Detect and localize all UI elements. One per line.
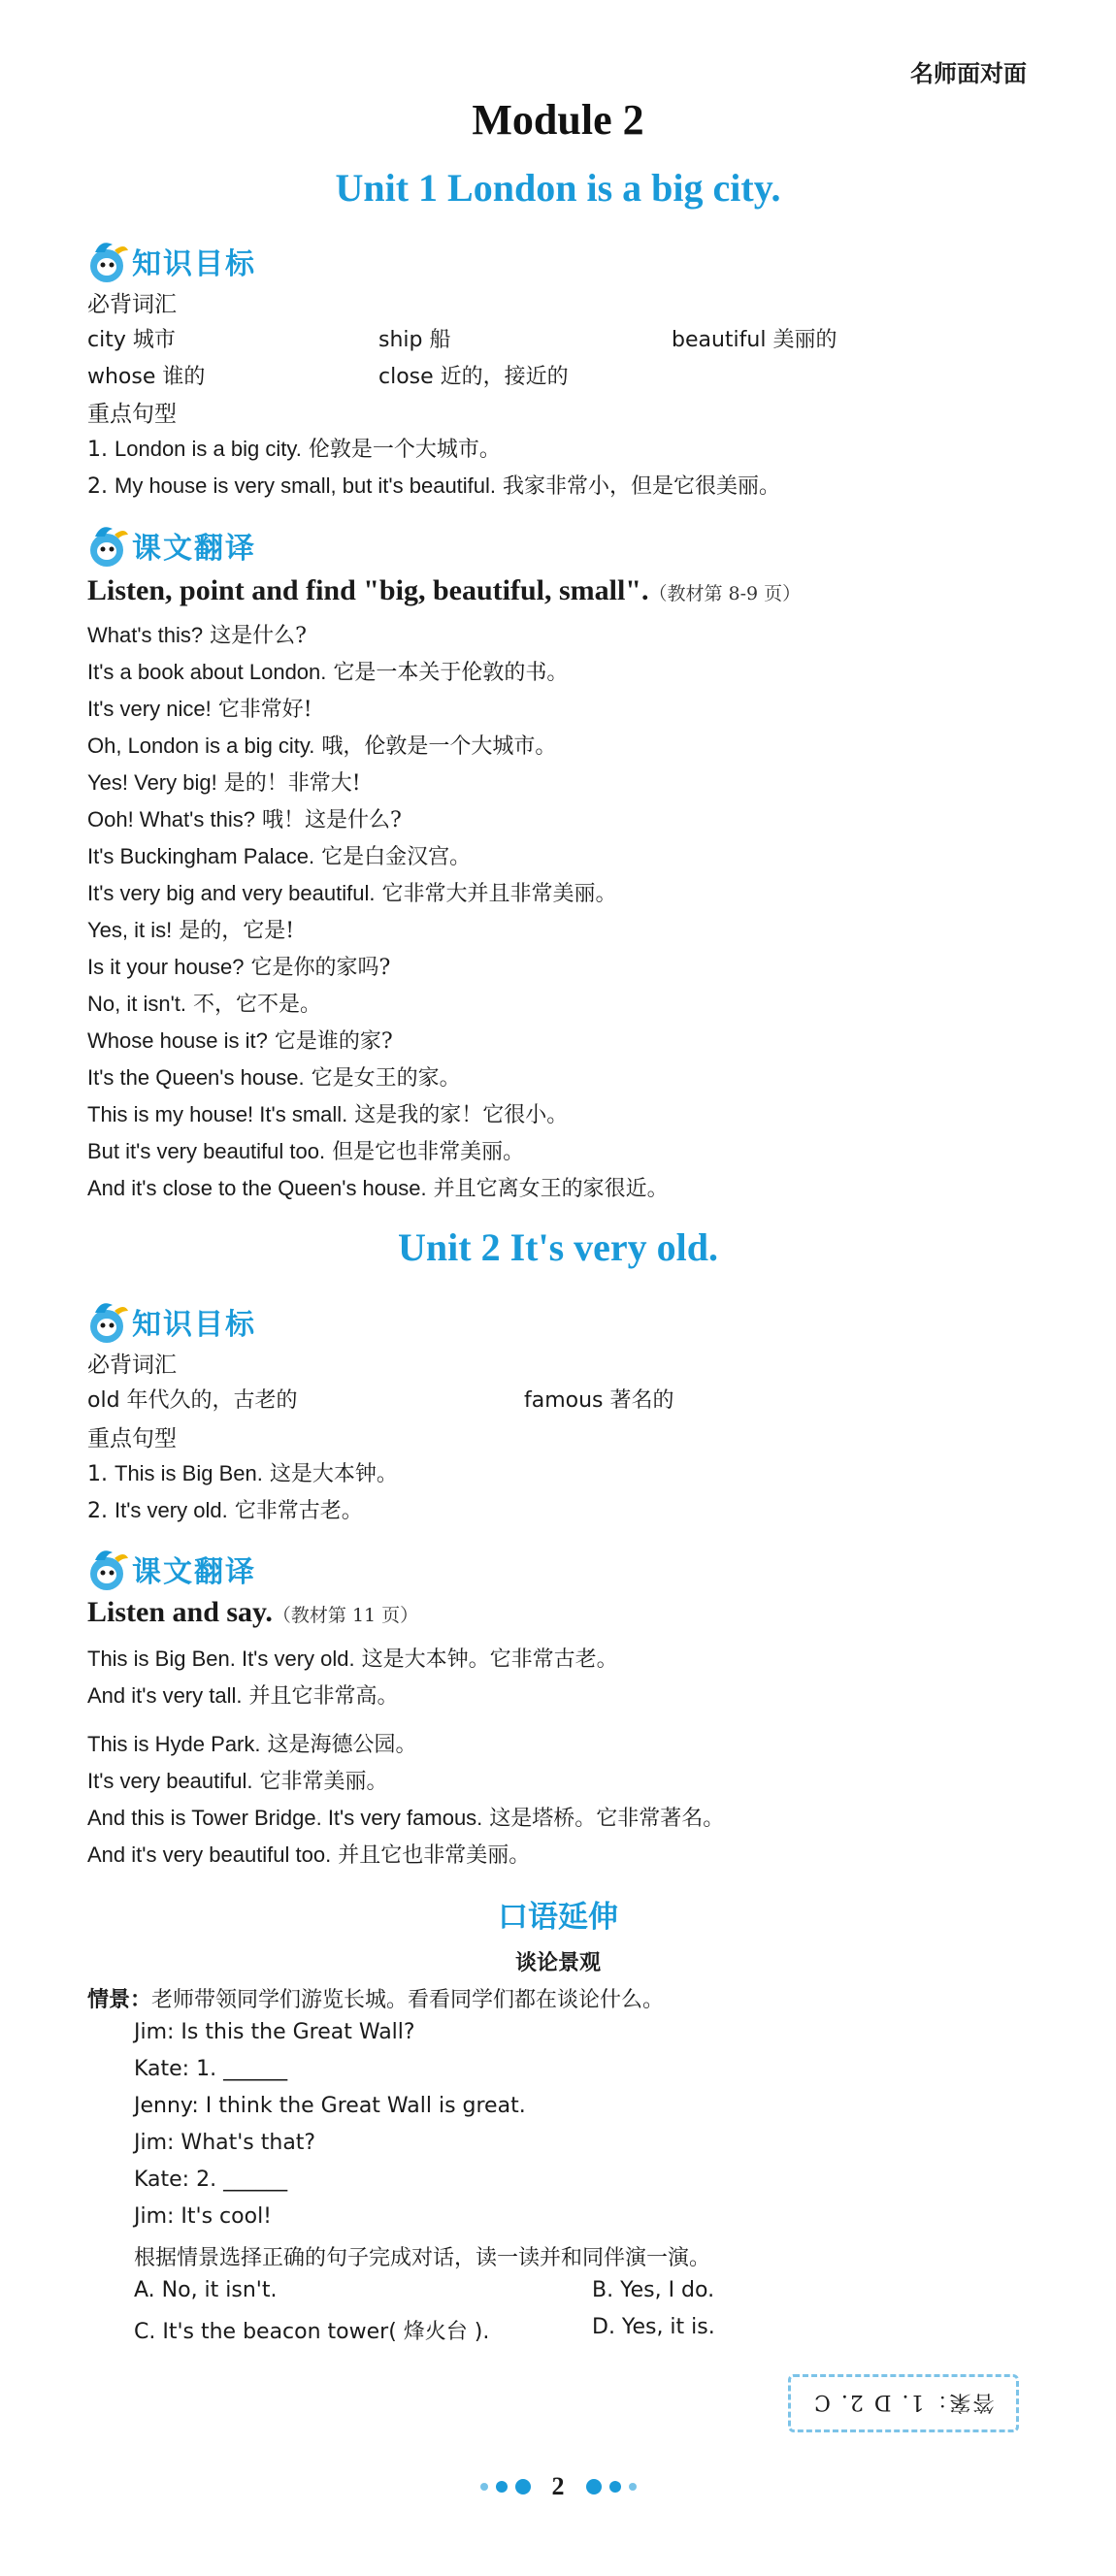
unit1-vocab-item: city 城市 bbox=[87, 328, 176, 352]
unit2-text-line: This is Hyde Park. 这是海德公园。 bbox=[87, 1732, 417, 1757]
dot-icon bbox=[496, 2481, 508, 2493]
unit1-text-line: Whose house is it? 它是谁的家? bbox=[87, 1028, 393, 1054]
mascot-icon bbox=[85, 521, 130, 570]
unit1-sentence-label: 重点句型 bbox=[87, 402, 177, 427]
unit1-text-line: It's the Queen's house. 它是女王的家。 bbox=[87, 1065, 461, 1091]
unit2-text-line: It's very beautiful. 它非常美丽。 bbox=[87, 1769, 388, 1794]
unit1-key-sentence: 2. My house is very small, but it's beautiful. 我家非常小，但是它很美丽。 bbox=[87, 473, 781, 499]
dot-icon bbox=[629, 2483, 637, 2491]
dialogue-line: Kate: 2. ______ bbox=[134, 2168, 288, 2192]
unit1-text-line: But it's very beautiful too. 但是它也非常美丽。 bbox=[87, 1139, 525, 1164]
unit1-text-line: It's very big and very beautiful. 它非常大并且非常美丽。 bbox=[87, 881, 617, 906]
unit2-text-heading: Listen and say.（教材第 11 页） bbox=[87, 1596, 419, 1628]
mascot-icon bbox=[85, 1545, 130, 1593]
unit2-title: Unit 2 It's very old. bbox=[398, 1225, 718, 1269]
unit2-translation-title: 课文翻译 bbox=[132, 1555, 256, 1589]
dialogue-line: Jim: What's that? bbox=[134, 2131, 316, 2155]
unit1-vocab-item: beautiful 美丽的 bbox=[672, 328, 837, 352]
unit1-vocab-label: 必背词汇 bbox=[87, 292, 177, 317]
unit2-sentence-label: 重点句型 bbox=[87, 1426, 177, 1451]
dot-icon bbox=[586, 2479, 602, 2494]
unit1-text-line: Yes, it is! 是的，它是! bbox=[87, 918, 295, 943]
unit1-knowledge-header bbox=[85, 235, 256, 287]
oral-title: 口语延伸 bbox=[498, 1900, 618, 1935]
option-d: D. Yes, it is. bbox=[592, 2315, 715, 2339]
page-number-bar bbox=[0, 2472, 1116, 2501]
mascot-icon bbox=[85, 237, 130, 285]
unit2-knowledge-header bbox=[85, 1295, 256, 1348]
unit2-text-line: And it's very tall. 并且它非常高。 bbox=[87, 1683, 399, 1709]
unit2-vocab-item: old 年代久的，古老的 bbox=[87, 1388, 298, 1413]
dialogue-line: Kate: 1. ______ bbox=[134, 2057, 288, 2081]
dot-icon bbox=[515, 2479, 531, 2494]
unit1-text-line: It's Buckingham Palace. 它是白金汉宫。 bbox=[87, 844, 472, 869]
unit2-vocab-item: famous 著名的 bbox=[524, 1388, 674, 1413]
unit2-vocab-label: 必背词汇 bbox=[87, 1353, 177, 1378]
unit1-text-heading: Listen, point and find "big, beautiful, small".（教材第 8-9 页） bbox=[87, 574, 802, 606]
unit1-text-line: It's a book about London. 它是一本关于伦敦的书。 bbox=[87, 660, 569, 685]
mascot-icon bbox=[85, 1297, 130, 1346]
oral-subtitle: 谈论景观 bbox=[514, 1951, 601, 1975]
answer-box bbox=[788, 2374, 1019, 2432]
module-title: Module 2 bbox=[472, 96, 644, 144]
unit1-text-line: It's very nice! 它非常好! bbox=[87, 697, 312, 722]
dialogue-line: Jim: Is this the Great Wall? bbox=[134, 2020, 415, 2044]
brand-label: 名师面对面 bbox=[910, 59, 1027, 87]
unit1-vocab-item: whose 谁的 bbox=[87, 365, 206, 389]
oral-scene: 情景：老师带领同学们游览长城。看看同学们都在谈论什么。 bbox=[87, 1987, 665, 2012]
unit1-text-line: Is it your house? 它是你的家吗? bbox=[87, 955, 391, 980]
unit1-knowledge-title: 知识目标 bbox=[132, 247, 256, 281]
unit1-text-line: This is my house! It's small. 这是我的家！它很小。 bbox=[87, 1102, 569, 1127]
unit1-text-line: And it's close to the Queen's house. 并且它离女王的家很近。 bbox=[87, 1176, 669, 1201]
unit1-text-line: No, it isn't. 不，它不是。 bbox=[87, 992, 322, 1017]
unit1-text-line: Oh, London is a big city. 哦，伦敦是一个大城市。 bbox=[87, 734, 557, 759]
unit2-translation-header bbox=[85, 1543, 256, 1595]
unit2-text-line: This is Big Ben. It's very old. 这是大本钟。它非常古老。 bbox=[87, 1647, 618, 1672]
unit1-text-line: What's this? 这是什么? bbox=[87, 623, 307, 648]
unit1-translation-header bbox=[85, 519, 256, 571]
page-number: 2 bbox=[551, 2472, 565, 2500]
answer-text: 答案：1. D 2. C bbox=[812, 2389, 995, 2414]
unit1-key-sentence: 1. London is a big city. 伦敦是一个大城市。 bbox=[87, 437, 501, 462]
unit2-knowledge-title: 知识目标 bbox=[132, 1308, 256, 1342]
oral-instruction: 根据情景选择正确的句子完成对话，读一读并和同伴演一演。 bbox=[134, 2246, 711, 2270]
unit2-key-sentence: 2. It's very old. 它非常古老。 bbox=[87, 1498, 363, 1523]
dialogue-line: Jim: It's cool! bbox=[134, 2204, 273, 2229]
unit1-vocab-item: ship 船 bbox=[378, 328, 451, 352]
option-c: C. It's the beacon tower( 烽火台 ). bbox=[134, 2320, 490, 2344]
option-b: B. Yes, I do. bbox=[592, 2278, 715, 2302]
dot-icon bbox=[609, 2481, 621, 2493]
unit1-vocab-item: close 近的，接近的 bbox=[378, 365, 569, 389]
option-a: A. No, it isn't. bbox=[134, 2278, 278, 2302]
unit1-text-line: Yes! Very big! 是的！非常大! bbox=[87, 770, 361, 796]
unit1-translation-title: 课文翻译 bbox=[132, 532, 256, 566]
dialogue-line: Jenny: I think the Great Wall is great. bbox=[134, 2094, 526, 2118]
unit2-text-line: And it's very beautiful too. 并且它也非常美丽。 bbox=[87, 1842, 531, 1868]
unit1-text-line: Ooh! What's this? 哦！这是什么? bbox=[87, 807, 402, 832]
dot-icon bbox=[480, 2483, 488, 2491]
unit2-text-line: And this is Tower Bridge. It's very famous. 这是塔桥。它非常著名。 bbox=[87, 1806, 725, 1831]
unit2-key-sentence: 1. This is Big Ben. 这是大本钟。 bbox=[87, 1461, 398, 1486]
unit1-title: Unit 1 London is a big city. bbox=[335, 166, 781, 210]
